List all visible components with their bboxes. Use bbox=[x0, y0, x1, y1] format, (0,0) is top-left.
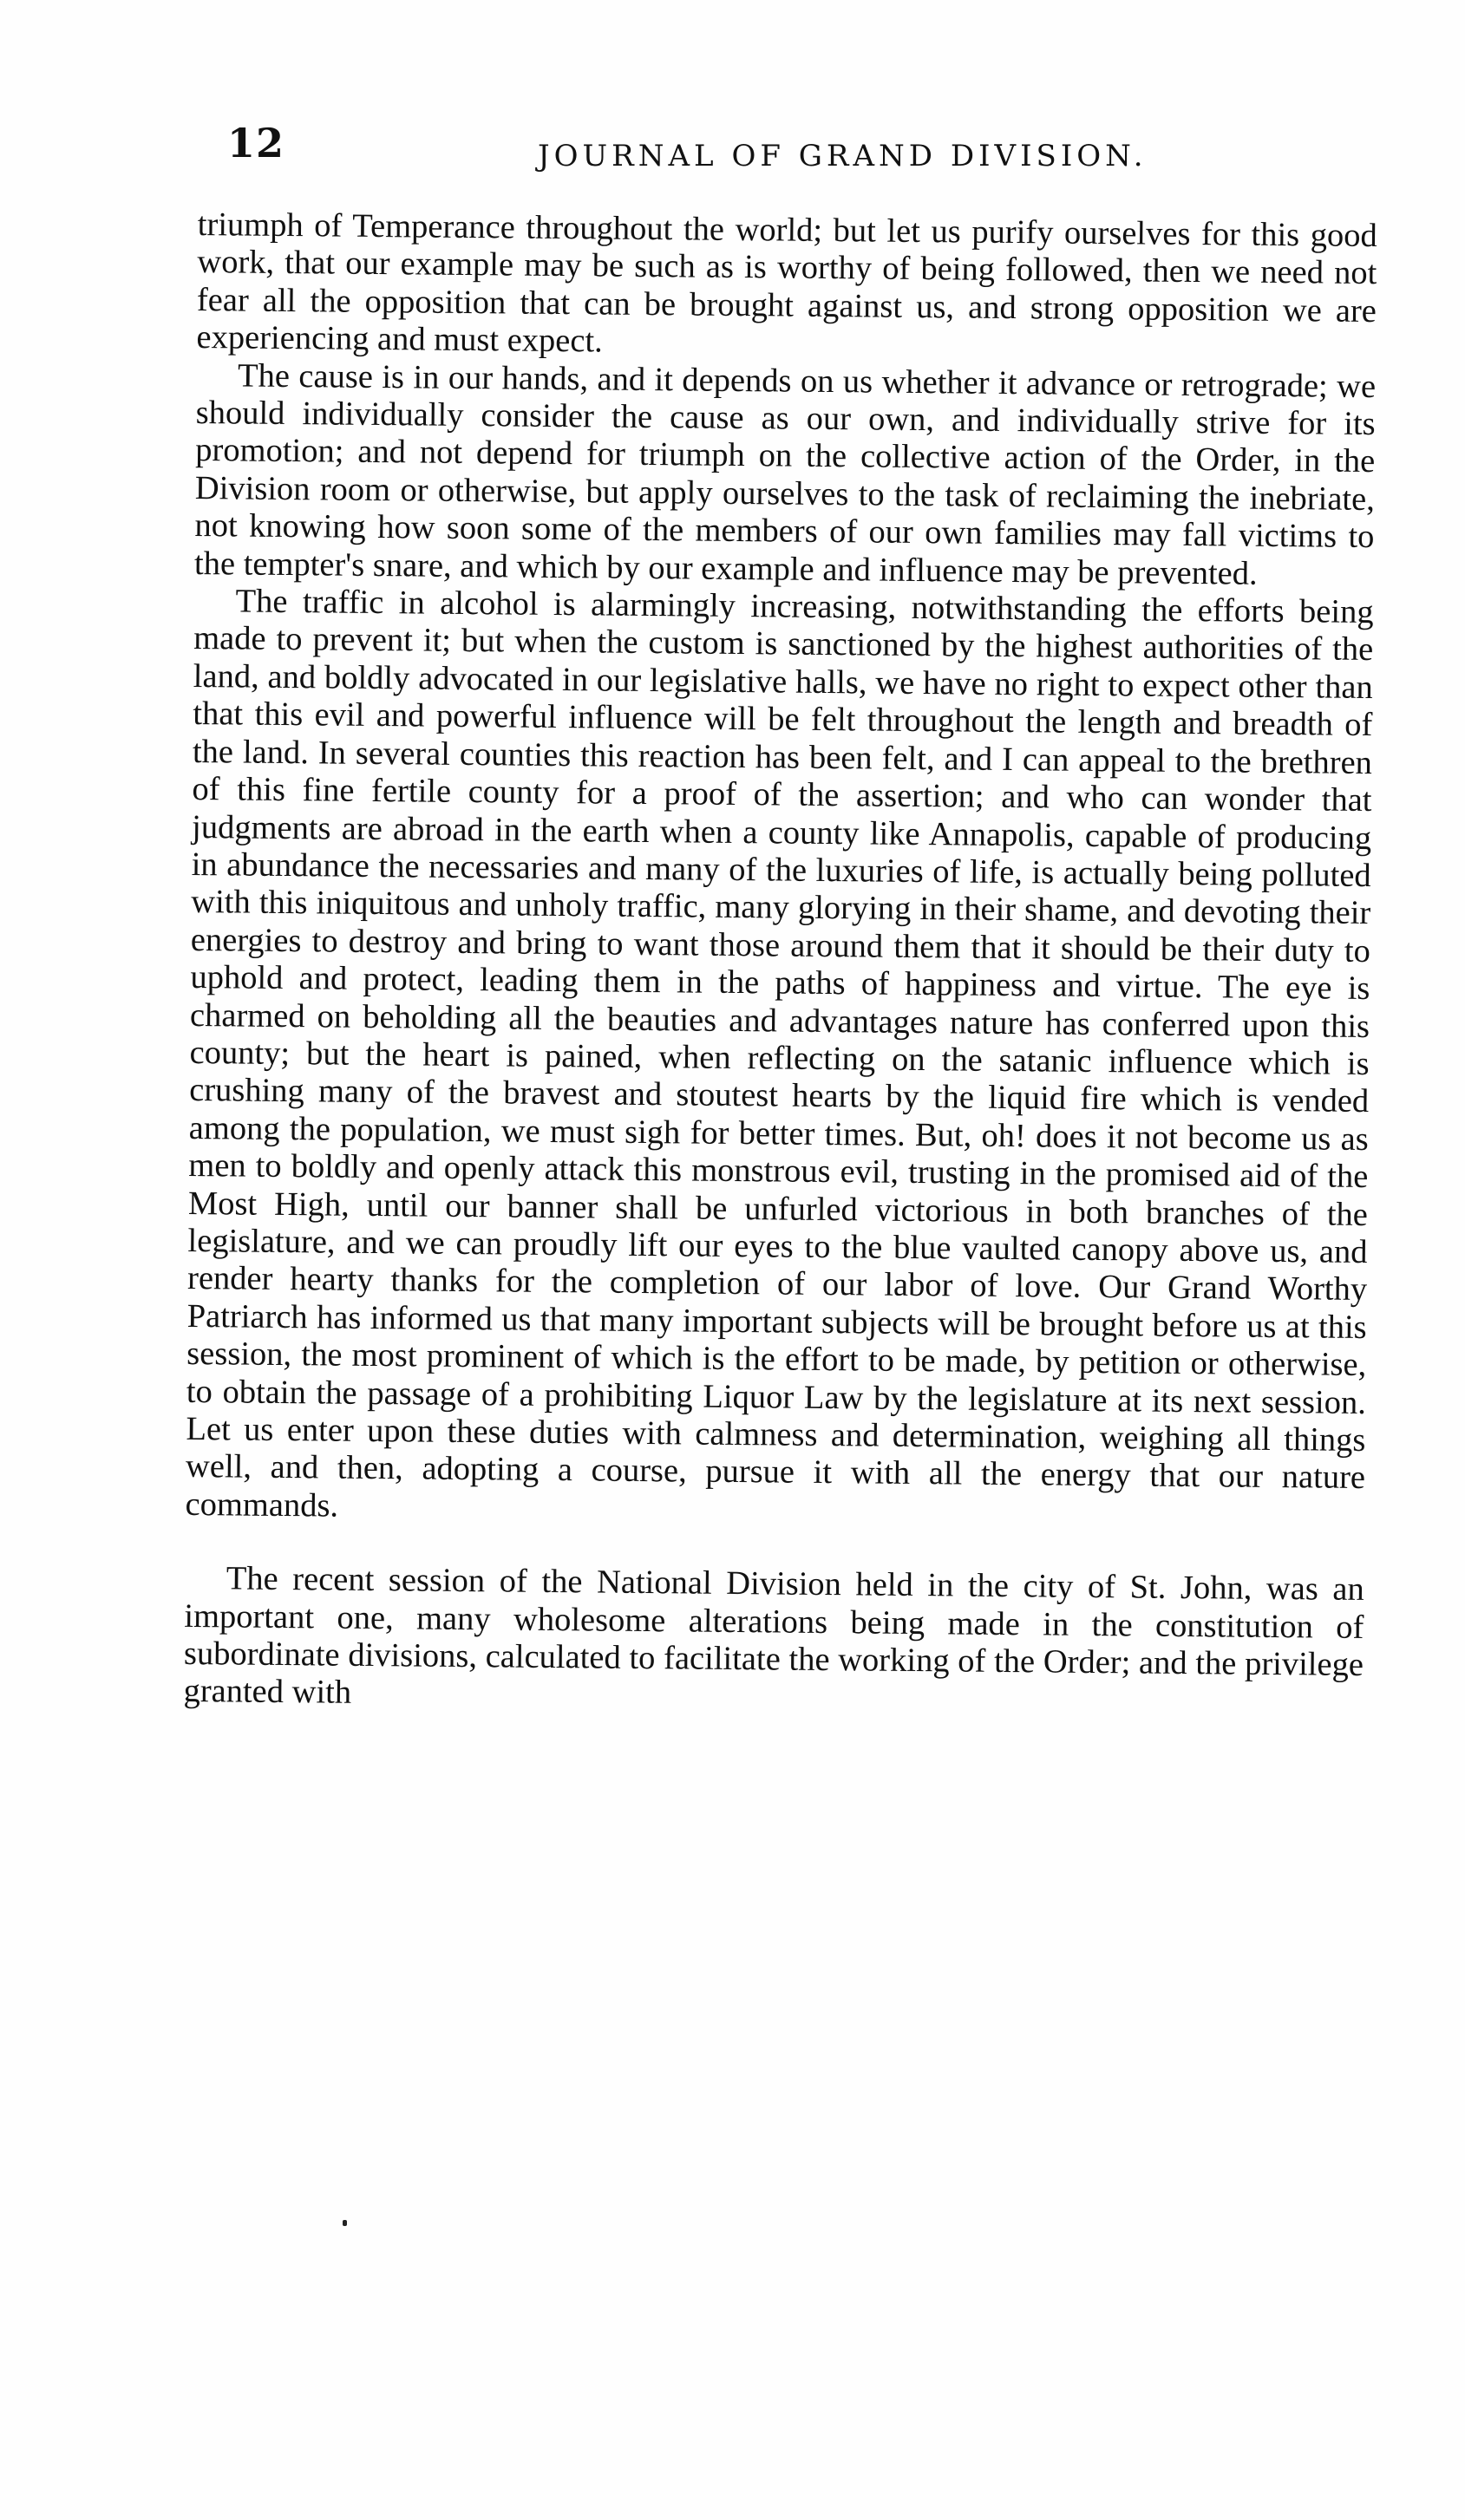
ink-speck bbox=[343, 2220, 347, 2226]
paragraph-traffic: The traffic in alcohol is alarmingly increasing, notwithstanding the efforts being made to prevent it; but when the custom is sanctioned by the highest authorities of the land, and boldly advocated in our legislative halls, we have no right to expect other than that this evil and powerful influence will be felt throughout the length and breadth of the land. In several counties this reaction has been felt, and I can appeal to the brethren of this fine fertile county for a proof of the assertion; and who can wonder that judgments are abroad in the earth when a county like Annapolis, capable of producing in abundance the necessaries and many of the luxuries of life, is actually being polluted with this iniquitous and unholy traffic, many glorying in their shame, and devoting their energies to destroy and bring to want those around them that it should be their duty to uphold and protect, leading them in the paths of happiness and virtue. The eye is charmed on beholding all the beauties and advantages nature has conferred upon this county; but the heart is pained, when reflecting on the satanic influence which is crushing many of the bravest and stoutest hearts by the liquid fire which is vended among the population, we must sigh for better times. But, oh! does it not become us as men to boldly and openly attack this monstrous evil, trusting in the promised aid of the Most High, until our banner shall be unfurled victorious in both branches of the legislature, and we can proudly lift our eyes to the blue vaulted canopy above us, and render hearty thanks for the completion of our labor of love. Our Grand Worthy Patriarch has informed us that many important subjects will be brought before us at this session, the most prominent of which is the effort to be made, by petition or otherwise, to obtain the passage of a prohibiting Liquor Law by the legislature at its next session. Let us enter upon these duties with calmness and determination, weighing all things well, and then, adopting a course, pursue it with all the energy that our nature commands. bbox=[185, 583, 1374, 1524]
paragraph-national-division: The recent session of the National Division held in the city of St. John, was an important one, many wholesome alterations being made in the constitution of subordinate divisions, calculated to facilitate the working of the Order; and the privilege granted with bbox=[183, 1560, 1364, 1712]
paragraph-cause: The cause is in our hands, and it depends on us whether it advance or retrograde; we should individually consider the cause as our own, and individually strive for its promotion; and not depend for triumph on the collective action of the Order, in the Division room or otherwise, but apply ourselves to the task of reclaiming the inebriate, not knowing how soon some of the members of our own families may fall victims to the tempter's snare, and which by our example and influence may be prevented. bbox=[193, 357, 1377, 592]
paragraph-continuation: triumph of Temperance throughout the world; but let us purify ourselves for this good work, that our example may be such as is worthy of being followed, then we need not fear all the opposition that can be brought against us, and strong opposition we are experiencing and must expect. bbox=[196, 206, 1377, 360]
running-head: JOURNAL OF GRAND DIVISION. bbox=[538, 139, 1148, 173]
body-text bbox=[183, 206, 1377, 1722]
page-number: 12 bbox=[227, 120, 285, 166]
